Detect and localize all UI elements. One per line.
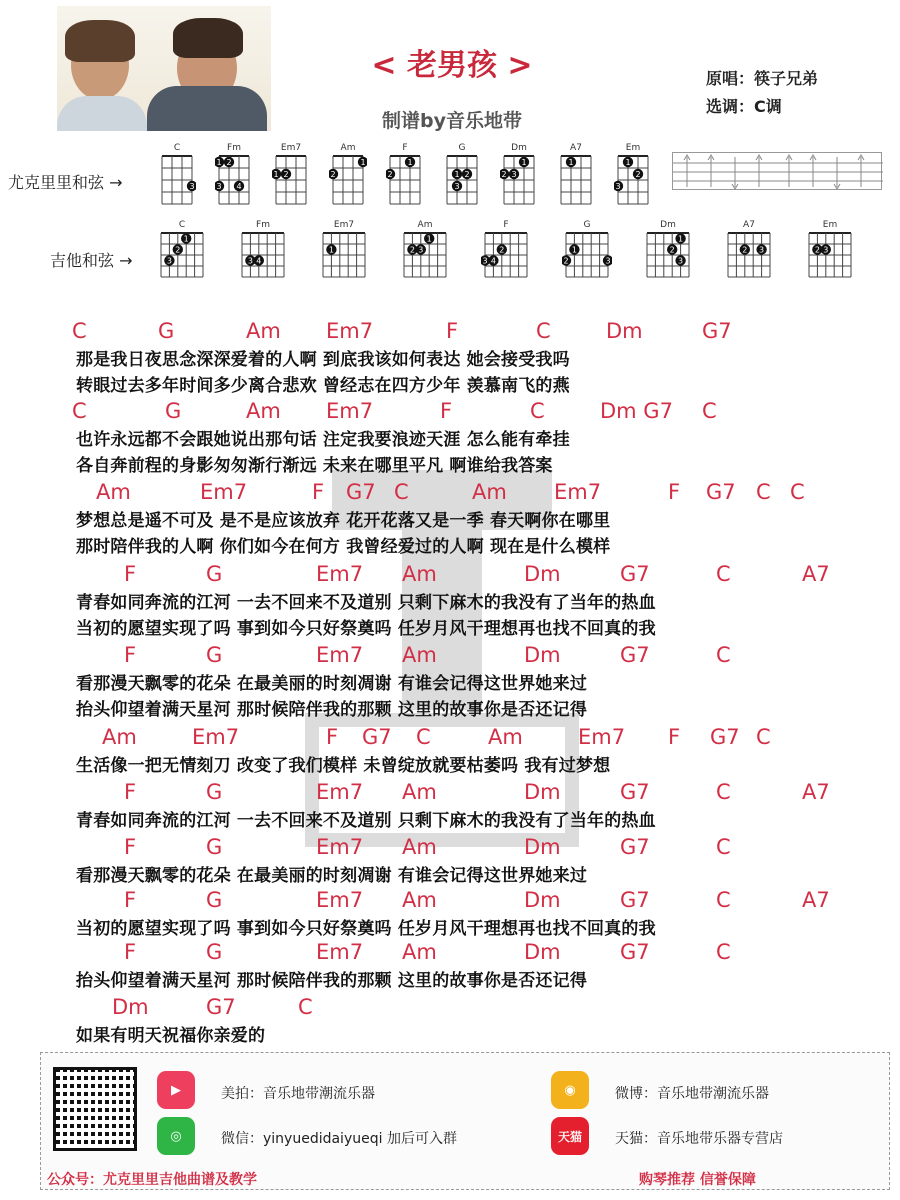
chord-name: Em xyxy=(625,143,641,153)
chord-line xyxy=(0,835,900,859)
finger-number: 1 xyxy=(571,245,577,255)
chord-symbol: G7 xyxy=(362,725,392,749)
finger-number: 3 xyxy=(678,256,684,266)
chord-symbol: F xyxy=(124,940,137,964)
chord-symbol: Em7 xyxy=(316,643,364,667)
chord-symbol: Dm xyxy=(524,643,561,667)
finger-number: 2 xyxy=(464,170,470,179)
finger-number: 1 xyxy=(328,245,334,255)
finger-number: 3 xyxy=(247,256,253,266)
chord-symbol: Em7 xyxy=(316,835,364,859)
finger-number: 1 xyxy=(521,158,527,167)
chord-symbol: G7 xyxy=(620,940,650,964)
chord-symbol: Dm xyxy=(524,562,561,586)
lyric-line: 如果有明天祝福你亲爱的 xyxy=(76,1026,266,1046)
chord-symbol: A7 xyxy=(802,780,830,804)
chord-symbol: G7 xyxy=(620,835,650,859)
lyric-line: 当初的愿望实现了吗 事到如今只好祭奠吗 任岁月风干理想再也找不回真的我 xyxy=(76,619,656,639)
chord-symbol: G7 xyxy=(620,562,650,586)
chord-name: Em7 xyxy=(280,143,302,153)
chord-symbol: G7 xyxy=(620,888,650,912)
lyric-line: 那时陪伴我的人啊 你们如今在何方 我曾经爱过的人啊 现在是什么模样 xyxy=(76,537,611,557)
transcriber-credit: 制谱by音乐地带 xyxy=(382,110,522,132)
chord-name: Fm xyxy=(227,143,241,153)
chord-symbol: C xyxy=(298,995,313,1019)
finger-number: 2 xyxy=(563,256,569,266)
finger-number: 3 xyxy=(605,256,611,266)
finger-number: 1 xyxy=(360,158,366,167)
finger-number: 2 xyxy=(387,170,393,179)
finger-number: 1 xyxy=(625,158,631,167)
chord-symbol: F xyxy=(124,835,137,859)
chord-symbol: F xyxy=(440,399,453,423)
chord-symbol: F xyxy=(124,780,137,804)
chord-symbol: A7 xyxy=(802,562,830,586)
chord-line xyxy=(0,319,900,343)
chord-symbol: F xyxy=(124,888,137,912)
chord-symbol: C xyxy=(530,399,545,423)
finger-number: 3 xyxy=(189,182,195,191)
weibo-account: 微博：音乐地带潮流乐器 xyxy=(615,1086,769,1102)
chord-symbol: F xyxy=(668,480,681,504)
chord-symbol: C xyxy=(394,480,409,504)
chord-line xyxy=(0,399,900,423)
chord-symbol: F xyxy=(326,725,339,749)
chord-symbol: C xyxy=(716,643,731,667)
chord-symbol: Am xyxy=(402,835,437,859)
finger-number: 1 xyxy=(454,170,460,179)
public-account: 公众号：尤克里里吉他曲谱及教学 xyxy=(47,1172,257,1188)
chord-symbol: Em7 xyxy=(326,319,374,343)
song-title: < 老男孩 > xyxy=(371,48,533,83)
finger-number: 1 xyxy=(568,158,574,167)
finger-number: 3 xyxy=(216,182,222,191)
chord-line xyxy=(0,995,900,1019)
chord-symbol: C xyxy=(72,319,87,343)
chord-symbol: Em7 xyxy=(192,725,240,749)
chord-symbol: Em7 xyxy=(316,888,364,912)
finger-number: 1 xyxy=(216,158,222,167)
finger-number: 4 xyxy=(490,256,496,266)
chord-symbol: Am xyxy=(472,480,507,504)
finger-number: 2 xyxy=(742,245,748,255)
key-value: C调 xyxy=(754,97,782,116)
chord-symbol: Em7 xyxy=(316,780,364,804)
chord-name: C xyxy=(173,143,181,153)
chord-symbol: G xyxy=(206,562,223,586)
chord-line xyxy=(0,888,900,912)
finger-number: 1 xyxy=(273,170,279,179)
chord-line xyxy=(0,940,900,964)
chord-symbol: Dm xyxy=(524,780,561,804)
chord-symbol: C xyxy=(536,319,551,343)
chord-line xyxy=(0,643,900,667)
meipai-icon[interactable]: ▶ xyxy=(157,1071,195,1109)
chord-symbol: Em7 xyxy=(200,480,248,504)
finger-number: 2 xyxy=(409,245,415,255)
finger-number: 3 xyxy=(511,170,517,179)
chord-symbol: C xyxy=(756,480,771,504)
chord-symbol: Am xyxy=(102,725,137,749)
finger-number: 2 xyxy=(499,245,505,255)
chord-symbol: C xyxy=(756,725,771,749)
chord-symbol: G7 xyxy=(710,725,740,749)
finger-number: 3 xyxy=(482,256,488,266)
finger-number: 2 xyxy=(814,245,820,255)
finger-number: 1 xyxy=(426,234,432,244)
finger-number: 4 xyxy=(236,182,242,191)
chord-symbol: G xyxy=(206,940,223,964)
finger-number: 3 xyxy=(823,245,829,255)
tmall-store: 天猫：音乐地带乐器专营店 xyxy=(615,1131,783,1147)
chord-name: Dm xyxy=(511,143,527,153)
finger-number: 3 xyxy=(615,182,621,191)
lyric-line: 抬头仰望着满天星河 那时候陪伴我的那颗 这里的故事你是否还记得 xyxy=(76,700,588,720)
lyric-line: 青春如同奔流的江河 一去不回来不及道别 只剩下麻木的我没有了当年的热血 xyxy=(76,593,656,613)
chord-symbol: Am xyxy=(488,725,523,749)
chord-symbol: G xyxy=(206,643,223,667)
finger-number: 2 xyxy=(283,170,289,179)
chord-symbol: Dm G7 xyxy=(600,399,673,423)
chord-symbol: F xyxy=(124,643,137,667)
chord-symbol: C xyxy=(702,399,717,423)
finger-number: 3 xyxy=(759,245,765,255)
chord-name: G xyxy=(583,220,591,230)
lyric-line: 梦想总是遥不可及 是不是应该放弃 花开花落又是一季 春天啊你在哪里 xyxy=(76,511,611,531)
chord-symbol: Am xyxy=(402,888,437,912)
chord-symbol: C xyxy=(716,562,731,586)
lyric-line: 生活像一把无情刻刀 改变了我们模样 未曾绽放就要枯萎吗 我有过梦想 xyxy=(76,756,611,776)
chord-symbol: G xyxy=(158,319,175,343)
finger-number: 3 xyxy=(418,245,424,255)
chord-symbol: G xyxy=(206,835,223,859)
chord-symbol: F xyxy=(668,725,681,749)
chord-line xyxy=(0,562,900,586)
chord-symbol: G7 xyxy=(706,480,736,504)
chord-symbol: C xyxy=(716,780,731,804)
finger-number: 2 xyxy=(669,245,675,255)
chord-symbol: G7 xyxy=(346,480,376,504)
chord-symbol: C xyxy=(416,725,431,749)
finger-number: 3 xyxy=(454,182,460,191)
singer-name: 筷子兄弟 xyxy=(754,69,819,88)
finger-number: 3 xyxy=(166,256,172,266)
lyric-line: 青春如同奔流的江河 一去不回来不及道别 只剩下麻木的我没有了当年的热血 xyxy=(76,811,656,831)
chord-symbol: F xyxy=(312,480,325,504)
chord-symbol: G xyxy=(206,888,223,912)
finger-number: 2 xyxy=(635,170,641,179)
chord-symbol: C xyxy=(72,399,87,423)
singer-label: 原唱： xyxy=(706,69,755,88)
chord-line xyxy=(0,725,900,749)
chord-name: Em xyxy=(822,220,838,230)
lyric-line: 各自奔前程的身影匆匆渐行渐远 未来在哪里平凡 啊谁给我答案 xyxy=(76,456,553,476)
finger-number: 1 xyxy=(407,158,413,167)
chord-symbol: G xyxy=(206,780,223,804)
chord-symbol: C xyxy=(716,888,731,912)
chord-symbol: Em7 xyxy=(578,725,626,749)
wechat-account: 微信：yinyuedidaiyueqi 加后可入群 xyxy=(221,1131,457,1147)
wechat-icon[interactable]: ◎ xyxy=(157,1117,195,1155)
chord-symbol: Am xyxy=(402,780,437,804)
lyric-line: 抬头仰望着满天星河 那时候陪伴我的那颗 这里的故事你是否还记得 xyxy=(76,971,588,991)
chord-symbol: Em7 xyxy=(554,480,602,504)
chord-symbol: Dm xyxy=(524,940,561,964)
ukulele-row-label: 尤克里里和弦 → xyxy=(8,173,123,192)
qr-code[interactable] xyxy=(53,1067,137,1151)
chord-name: Em7 xyxy=(333,220,355,230)
weibo-icon[interactable]: ◉ xyxy=(551,1071,589,1109)
chord-symbol: Dm xyxy=(606,319,643,343)
chord-name: G xyxy=(458,143,466,153)
chord-name: Fm xyxy=(256,220,270,230)
finger-number: 2 xyxy=(501,170,507,179)
chord-symbol: G7 xyxy=(620,780,650,804)
chord-name: Am xyxy=(340,143,356,153)
chord-symbol: Am xyxy=(402,940,437,964)
key-label: 选调： xyxy=(706,97,755,116)
chord-name: A7 xyxy=(743,220,755,230)
chord-symbol: Dm xyxy=(524,835,561,859)
chord-symbol: Dm xyxy=(524,888,561,912)
chord-symbol: Am xyxy=(246,399,281,423)
chord-name: A7 xyxy=(570,143,582,153)
chord-name: F xyxy=(402,143,408,153)
chord-symbol: Em7 xyxy=(316,940,364,964)
chord-symbol: C xyxy=(716,940,731,964)
chord-symbol: F xyxy=(124,562,137,586)
chord-name: C xyxy=(178,220,186,230)
lyric-line: 看那漫天飘零的花朵 在最美丽的时刻凋谢 有谁会记得这世界她来过 xyxy=(76,866,588,886)
chord-line xyxy=(0,480,900,504)
finger-number: 2 xyxy=(226,158,232,167)
lyric-line: 当初的愿望实现了吗 事到如今只好祭奠吗 任岁月风干理想再也找不回真的我 xyxy=(76,919,656,939)
chord-symbol: Em7 xyxy=(316,562,364,586)
chord-symbol: G7 xyxy=(620,643,650,667)
chord-symbol: G xyxy=(165,399,182,423)
chord-symbol: Em7 xyxy=(326,399,374,423)
chord-symbol: A7 xyxy=(802,888,830,912)
footer-panel xyxy=(40,1052,890,1190)
finger-number: 2 xyxy=(175,245,181,255)
chord-line xyxy=(0,780,900,804)
chord-symbol: G7 xyxy=(206,995,236,1019)
chord-symbol: Am xyxy=(402,643,437,667)
finger-number: 1 xyxy=(678,234,684,244)
chord-symbol: Dm xyxy=(112,995,149,1019)
tmall-icon[interactable]: 天猫 xyxy=(551,1117,589,1155)
chord-symbol: Am xyxy=(246,319,281,343)
finger-number: 1 xyxy=(183,234,189,244)
chord-symbol: C xyxy=(716,835,731,859)
finger-number: 4 xyxy=(256,256,262,266)
lyric-line: 那是我日夜思念深深爱着的人啊 到底我该如何表达 她会接受我吗 xyxy=(76,350,570,370)
lyric-line: 转眼过去多年时间多少离合悲欢 曾经志在四方少年 羡慕南飞的燕 xyxy=(76,376,570,396)
chord-symbol: Am xyxy=(402,562,437,586)
meipai-account: 美拍：音乐地带潮流乐器 xyxy=(221,1086,375,1102)
chord-symbol: Am xyxy=(96,480,131,504)
lyric-line: 看那漫天飘零的花朵 在最美丽的时刻凋谢 有谁会记得这世界她来过 xyxy=(76,674,588,694)
guitar-row-label: 吉他和弦 → xyxy=(50,251,133,270)
slogan: 购琴推荐 信誉保障 xyxy=(639,1172,756,1188)
chord-symbol: F xyxy=(446,319,459,343)
chord-symbol: G7 xyxy=(702,319,732,343)
finger-number: 2 xyxy=(330,170,336,179)
chord-name: F xyxy=(503,220,509,230)
chord-name: Dm xyxy=(660,220,676,230)
lyric-line: 也许永远都不会跟她说出那句话 注定我要浪迹天涯 怎么能有牵挂 xyxy=(76,430,570,450)
chord-symbol: C xyxy=(790,480,805,504)
chord-name: Am xyxy=(417,220,433,230)
